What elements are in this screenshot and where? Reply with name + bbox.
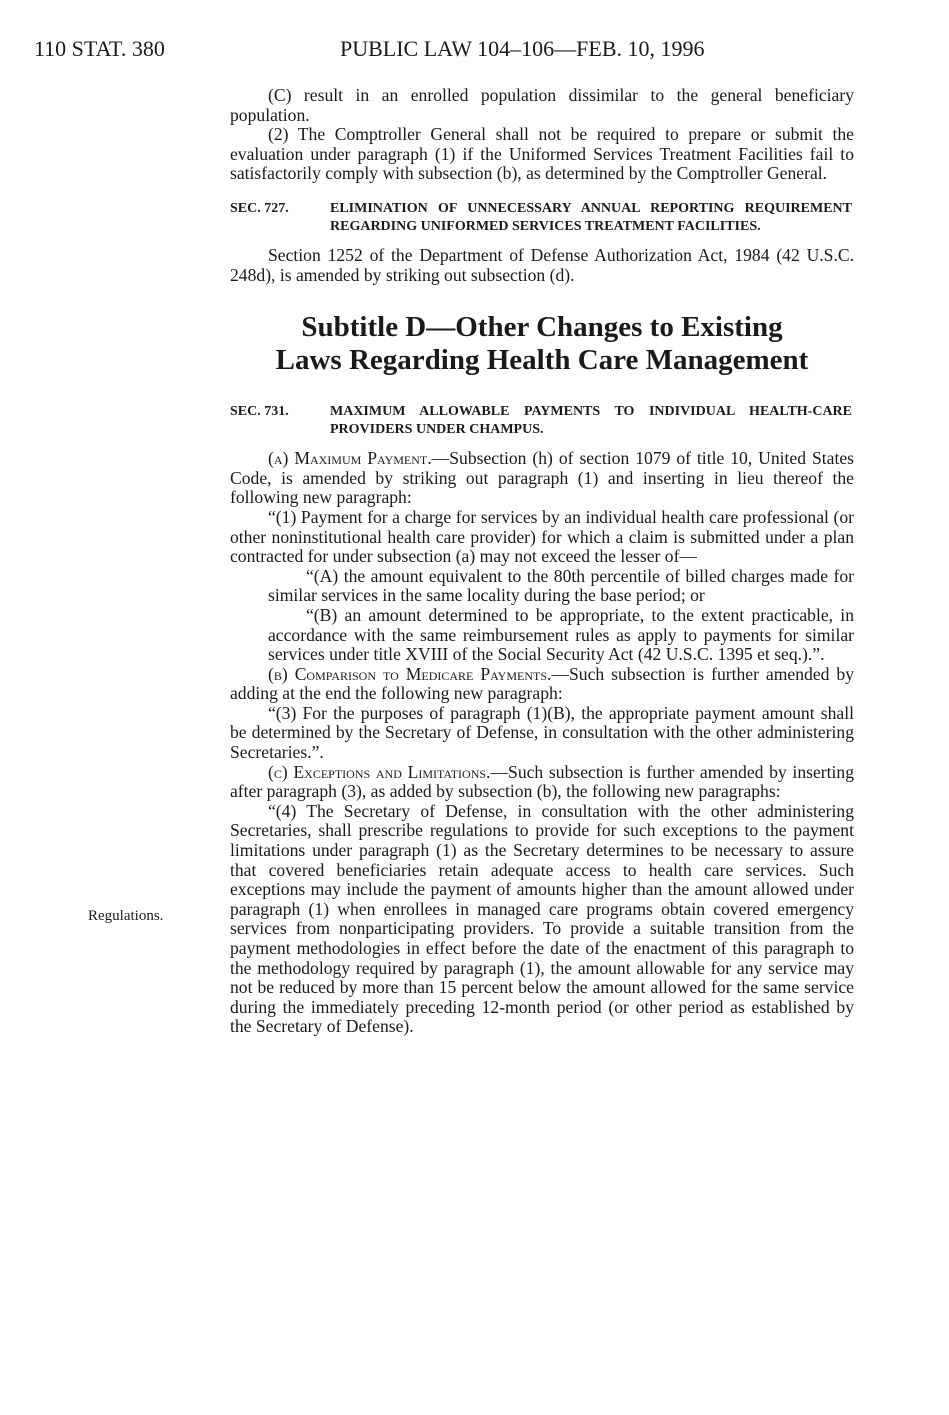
subsection-a-heading: (a) Maximum Payment. bbox=[268, 448, 432, 469]
subsection-b bbox=[230, 665, 854, 704]
subsection-a-text: —Subsection (h) of section 1079 of title 10, United States Code, is amended by striking out paragraph (1) and inserting in lieu thereof the following new paragraph: bbox=[230, 448, 854, 508]
subtitle-line-1: Subtitle D—Other Changes to Existing bbox=[301, 311, 783, 344]
margin-note: Regulations. bbox=[88, 908, 164, 924]
section-727-heading bbox=[230, 200, 854, 236]
section-731-number: SEC. 731. bbox=[230, 404, 289, 420]
subtitle-line-2: Laws Regarding Health Care Management bbox=[275, 344, 809, 377]
subsection-c-text: —Such subsection is further amended by inserting after paragraph (3), as added by subsection (b), the following new paragraphs: bbox=[230, 761, 854, 802]
running-header bbox=[34, 36, 854, 66]
subtitle-d-heading bbox=[230, 311, 854, 377]
section-727-number: SEC. 727. bbox=[230, 200, 289, 216]
document-body bbox=[230, 86, 854, 1037]
stat-page-reference: 110 STAT. 380 bbox=[34, 36, 165, 61]
quoted-paragraph-4: “(4) The Secretary of Defense, in consultation with the other administering Secretaries, shall prescribe regulations to provide for such exceptions to the payment limitations under paragraph (1) as the Secretary determines to be necessary to assure that covered beneficiaries retain adequate access to health care services. Such exceptions may include the payment of amounts higher than the amount allowed under paragraph (1) when enrollees in managed care programs obtain covered emergency services from nonparticipating providers. To provide a suitable transition from the payment methodologies in effect before the date of the enactment of this paragraph to the methodology required by paragraph (1), the amount allowable for any service may not be reduced by more than 15 percent below the amount allowed for the same service during the immediately preceding 12-month period (or other period as established by the Secretary of Defense). bbox=[230, 800, 854, 1037]
quoted-subparagraph-a: “(A) the amount equivalent to the 80th percentile of billed charges made for similar services in the same locality during the base period; or bbox=[268, 565, 854, 606]
section-727-body: Section 1252 of the Department of Defense Authorization Act, 1984 (42 U.S.C. 248d), is amended by striking out subsection (d). bbox=[230, 244, 854, 285]
subsection-b-text: —Such subsection is further amended by adding at the end the following new paragraph: bbox=[230, 663, 854, 704]
public-law-reference: PUBLIC LAW 104–106—FEB. 10, 1996 bbox=[340, 36, 705, 61]
subsection-a bbox=[230, 449, 854, 508]
quoted-paragraph-1: “(1) Payment for a charge for services by an individual health care professional (or other noninstitutional health care provider) for which a claim is submitted under a plan contracted for under subsection (a) may not exceed the lesser of— bbox=[230, 506, 854, 567]
section-731-title: MAXIMUM ALLOWABLE PAYMENTS TO INDIVIDUAL HEALTH-CARE PROVIDERS UNDER CHAMPUS. bbox=[330, 404, 852, 438]
quoted-paragraph-3: “(3) For the purposes of paragraph (1)(B), the appropriate payment amount shall be determined by the Secretary of Defense, in consultation with the other administering Secretaries.”. bbox=[230, 702, 854, 763]
section-731-heading bbox=[230, 403, 854, 439]
quoted-subparagraph-b: “(B) an amount determined to be appropriate, to the extent practicable, in accordance with the same reimbursement rules as apply to payments for similar services under title XVIII of the Social Security Act (42 U.S.C. 1395 et seq.).”. bbox=[268, 604, 854, 665]
subsection-b-heading: (b) Comparison to Medicare Payments. bbox=[268, 663, 552, 684]
paragraph-c-continued: (C) result in an enrolled population dissimilar to the general beneficiary population. bbox=[230, 85, 854, 125]
paragraph-2: (2) The Comptroller General shall not be required to prepare or submit the evaluation under paragraph (1) if the Uniformed Services Treatment Facilities fail to satisfactorily comply with subsection (b), as determined by the Comptroller General. bbox=[230, 124, 854, 184]
subsection-c-heading: (c) Exceptions and Limitations. bbox=[268, 761, 491, 782]
subsection-c bbox=[230, 763, 854, 802]
section-727-title: ELIMINATION OF UNNECESSARY ANNUAL REPORTING REQUIREMENT REGARDING UNIFORMED SERVICES TREATMENT FACILITIES. bbox=[330, 200, 852, 234]
